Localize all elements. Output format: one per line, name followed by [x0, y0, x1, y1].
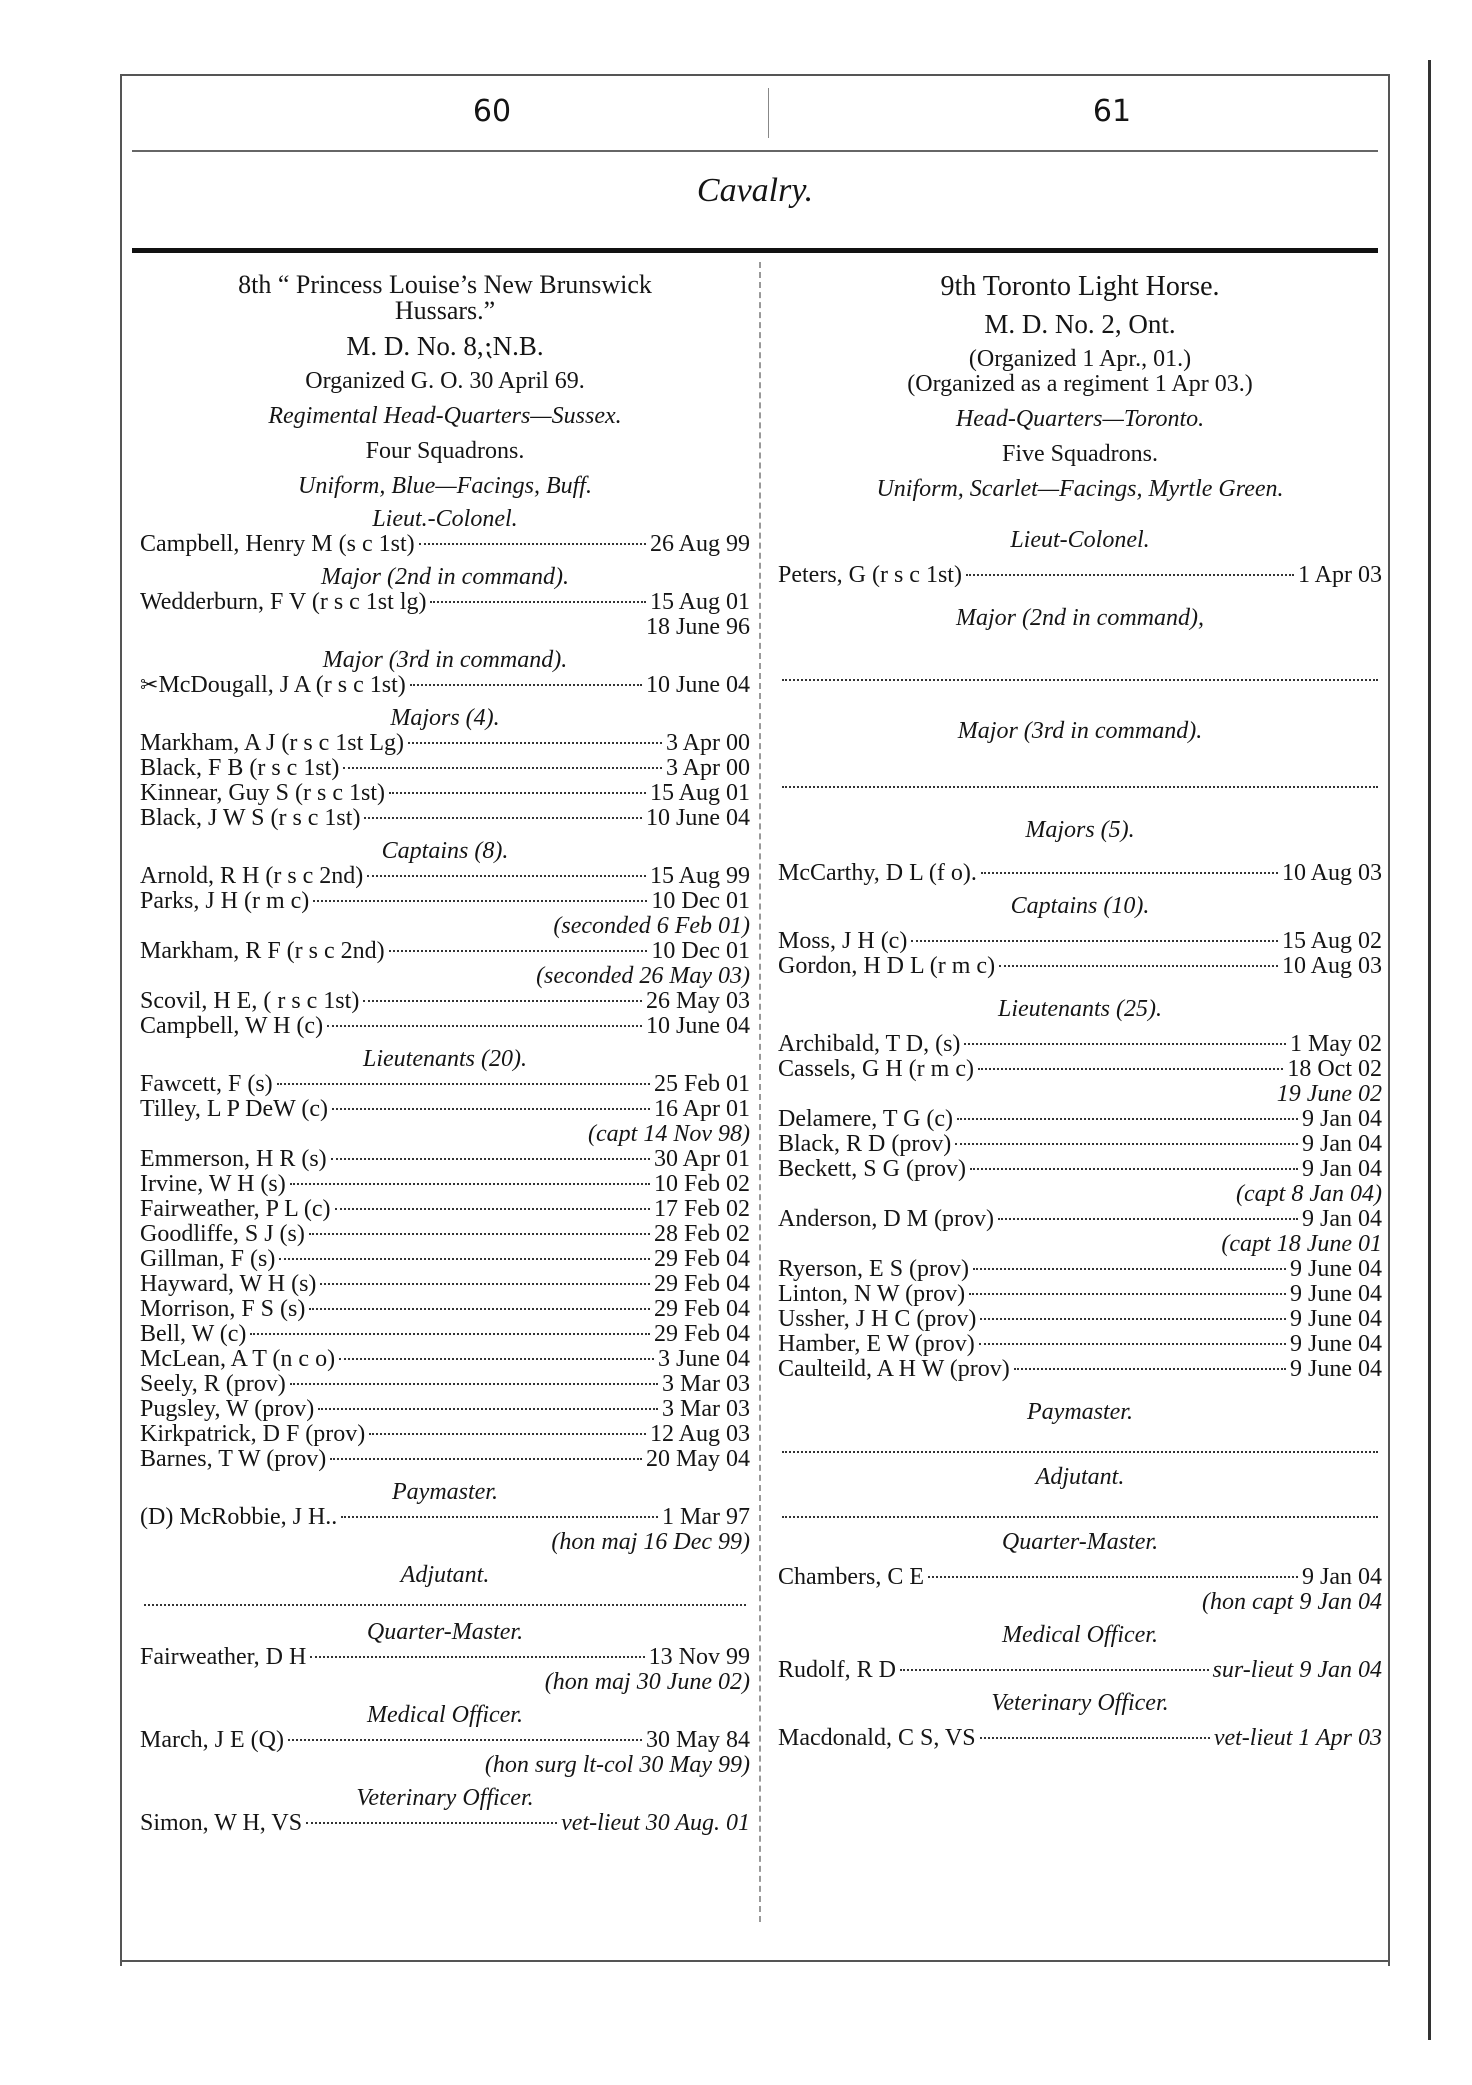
entry — [140, 1147, 750, 1172]
heading-majors: Majors (4). — [390, 705, 500, 731]
entry-name: Fairweather, D H — [140, 1644, 307, 1670]
entry-name: Campbell, W H (c) — [140, 1013, 324, 1039]
entry-name: Irvine, W H (s) — [140, 1171, 286, 1197]
entry-name: Peters, G (r s c 1st) — [778, 562, 962, 588]
regiment-title: 9th Toronto Light Horse. — [940, 271, 1220, 302]
heading-majors: Majors (5). — [1025, 817, 1135, 843]
entry-date: 30 Apr 01 — [654, 1146, 750, 1172]
entry-name: Archibald, T D, (s) — [778, 1031, 961, 1057]
entry-name: Black, J W S (r s c 1st) — [140, 805, 361, 831]
heading-captains: Captains (10). — [1010, 893, 1150, 919]
entry — [778, 1132, 1382, 1157]
entry-name: Moss, J H (c) — [778, 928, 908, 954]
heading-major-2nd: Major (2nd in command). — [321, 564, 569, 590]
heading-captains: Captains (8). — [381, 838, 509, 864]
entry-name: Rudolf, R D — [778, 1657, 897, 1683]
entry — [140, 1272, 750, 1297]
entry-date: 9 Jan 04 — [1302, 1106, 1382, 1132]
uniform-text: Uniform, Scarlet—Facings, Myrtle Green. — [876, 476, 1284, 502]
entry — [778, 1307, 1382, 1332]
header-divider — [768, 88, 769, 138]
entry — [778, 1032, 1382, 1057]
entry-note: (capt 14 Nov 98) — [588, 1121, 750, 1147]
entry — [140, 1172, 750, 1197]
entry — [778, 1057, 1382, 1082]
entry-name: Black, R D (prov) — [778, 1131, 952, 1157]
left-column — [140, 272, 750, 1836]
right-column — [778, 272, 1382, 1751]
entry-date: 9 June 04 — [1290, 1356, 1382, 1382]
squadrons-text: Four Squadrons. — [365, 438, 525, 464]
entry — [140, 532, 750, 557]
entry-date: 10 June 04 — [646, 1013, 750, 1039]
entry-date: 9 June 04 — [1290, 1281, 1382, 1307]
heading-paymaster: Paymaster. — [392, 1479, 498, 1505]
majors-list — [140, 731, 750, 831]
entry-date: 10 Feb 02 — [654, 1171, 750, 1197]
entry-note: (seconded 6 Feb 01) — [553, 913, 750, 939]
heading-quarter-master: Quarter-Master. — [366, 1619, 524, 1645]
entry-note: (hon maj 30 June 02) — [544, 1669, 750, 1695]
entry — [140, 1447, 750, 1472]
entry-name: Ussher, J H C (prov) — [778, 1306, 977, 1332]
entry-date: 1 Apr 03 — [1298, 562, 1382, 588]
entry-name: Bell, W (c) — [140, 1321, 247, 1347]
entry — [140, 1322, 750, 1347]
entry — [778, 861, 1382, 886]
heading-lieutenants: Lieutenants (20). — [363, 1046, 527, 1072]
entry-date: 9 June 04 — [1290, 1306, 1382, 1332]
entry-note: (capt 18 June 01 — [1221, 1231, 1382, 1257]
heading-major-2nd: Major (2nd in command), — [956, 605, 1204, 631]
heading-veterinary-officer: Veterinary Officer. — [991, 1690, 1169, 1716]
entry-note: (hon maj 16 Dec 99) — [551, 1529, 750, 1555]
heading-adjutant: Adjutant. — [400, 1562, 490, 1588]
heading-lieutenants: Lieutenants (25). — [998, 996, 1162, 1022]
entry-name: Hayward, W H (s) — [140, 1271, 317, 1297]
uniform-text: Uniform, Blue—Facings, Buff. — [298, 473, 592, 499]
entry-name: McLean, A T (n c o) — [140, 1346, 336, 1372]
entry — [140, 1247, 750, 1272]
entry-name: Markham, A J (r s c 1st Lg) — [140, 730, 404, 756]
entry-note: (capt 8 Jan 04) — [1236, 1181, 1382, 1207]
page-header — [132, 76, 1378, 152]
entry — [778, 1357, 1382, 1382]
entry — [778, 1726, 1382, 1751]
entry-date: 3 Apr 00 — [666, 730, 750, 756]
regiment-title-line1: 8th “ Princess Louise’s New Brunswick — [238, 270, 652, 299]
entry-note: (hon capt 9 Jan 04 — [1202, 1589, 1382, 1615]
heading-medical-officer: Medical Officer. — [367, 1702, 523, 1728]
entry-date: vet-lieut 30 Aug. 01 — [561, 1810, 750, 1836]
entry-name: Kirkpatrick, D F (prov) — [140, 1421, 366, 1447]
organized-regiment-text: (Organized as a regiment 1 Apr 03.) — [907, 371, 1253, 397]
entry-name: Tilley, L P DeW (c) — [140, 1096, 328, 1122]
entry — [778, 1332, 1382, 1357]
entry — [140, 673, 750, 698]
entry — [778, 929, 1382, 954]
entry-name: Seely, R (prov) — [140, 1371, 286, 1397]
entry-date: 1 May 02 — [1290, 1031, 1382, 1057]
entry-name: Fairweather, P L (c) — [140, 1196, 331, 1222]
entry-name: March, J E (Q) — [140, 1727, 284, 1753]
entry-name: McDougall, J A (r s c 1st) — [158, 672, 406, 698]
entry — [140, 1014, 750, 1039]
entry — [140, 1347, 750, 1372]
entry — [778, 1107, 1382, 1132]
entry — [140, 1197, 750, 1222]
section-rule — [132, 248, 1378, 253]
entry-date: 20 May 04 — [646, 1446, 750, 1472]
page-edge-line — [1428, 60, 1431, 2040]
regiment-title-line2: Hussars.” — [394, 296, 496, 325]
entry-name: Kinnear, Guy S (r s c 1st) — [140, 780, 385, 806]
entry — [140, 1072, 750, 1097]
heading-lieut-colonel: Lieut-Colonel. — [1010, 527, 1150, 553]
column-divider — [759, 262, 761, 1922]
entry-date: 15 Aug 01 — [649, 589, 750, 615]
squadrons-text: Five Squadrons. — [1002, 441, 1158, 467]
entry-date: vet-lieut 1 Apr 03 — [1213, 1725, 1382, 1751]
heading-paymaster: Paymaster. — [1027, 1399, 1133, 1425]
entry — [140, 1422, 750, 1447]
entry — [140, 731, 750, 756]
heading-quarter-master: Quarter-Master. — [1001, 1529, 1159, 1555]
entry-date: 26 Aug 99 — [649, 531, 750, 557]
entry-date: 29 Feb 04 — [654, 1296, 750, 1322]
bottom-rule — [122, 1960, 1388, 1962]
entry — [140, 1505, 750, 1530]
headquarters-text: Regimental Head-Quarters—Sussex. — [268, 403, 622, 429]
entry-name: Pugsley, W (prov) — [140, 1396, 315, 1422]
entry-name: Markham, R F (r s c 2nd) — [140, 938, 385, 964]
entry-name: Morrison, F S (s) — [140, 1296, 306, 1322]
entry-note: 18 June 96 — [646, 614, 750, 640]
section-title: Cavalry. — [696, 172, 814, 209]
entry-date: 29 Feb 04 — [654, 1246, 750, 1272]
entry-name: Fawcett, F (s) — [140, 1071, 273, 1097]
entry-name: Campbell, Henry M (s c 1st) — [140, 531, 415, 557]
entry-date: 1 Mar 97 — [662, 1504, 750, 1530]
right-page-number: 61 — [1092, 94, 1132, 129]
entry-date: 10 June 04 — [646, 672, 750, 698]
entry-date: 16 Apr 01 — [654, 1096, 750, 1122]
entry-date: 10 Dec 01 — [651, 888, 750, 914]
entry-date: 25 Feb 01 — [654, 1071, 750, 1097]
military-district: M. D. No. 8,⁏N.B. — [346, 331, 544, 361]
entry-date: 9 Jan 04 — [1302, 1131, 1382, 1157]
entry-date: 9 Jan 04 — [1302, 1156, 1382, 1182]
entry-date: 18 Oct 02 — [1287, 1056, 1382, 1082]
entry-name: Chambers, C E — [778, 1564, 924, 1590]
entry — [778, 1157, 1382, 1182]
entry-name: Parks, J H (r m c) — [140, 888, 310, 914]
entry — [778, 1282, 1382, 1307]
entry-name: Scovil, H E, ( r s c 1st) — [140, 988, 360, 1014]
entry — [140, 806, 750, 831]
entry-name: Delamere, T G (c) — [778, 1106, 954, 1132]
entry-date: 17 Feb 02 — [654, 1196, 750, 1222]
entry-date: 9 Jan 04 — [1302, 1206, 1382, 1232]
document-page — [120, 74, 1390, 1966]
majors-list — [778, 861, 1382, 886]
heading-medical-officer: Medical Officer. — [1002, 1622, 1158, 1648]
scissors-icon: ✂ — [140, 673, 159, 698]
entry-date: 15 Aug 02 — [1281, 928, 1382, 954]
entry-name: Arnold, R H (r s c 2nd) — [140, 863, 364, 889]
entry-name: (D) McRobbie, J H.. — [140, 1504, 338, 1530]
military-district: M. D. No. 2, Ont. — [984, 309, 1176, 339]
entry-name: Linton, N W (prov) — [778, 1281, 966, 1307]
entry-note: 19 June 02 — [1276, 1081, 1382, 1107]
entry-date: 30 May 84 — [646, 1727, 750, 1753]
heading-veterinary-officer: Veterinary Officer. — [356, 1785, 534, 1811]
captains-list — [140, 864, 750, 1039]
captains-list — [778, 929, 1382, 979]
entry — [778, 563, 1382, 588]
entry-name: Black, F B (r s c 1st) — [140, 755, 340, 781]
entry — [140, 1397, 750, 1422]
entry — [778, 1207, 1382, 1232]
heading-major-3rd: Major (3rd in command). — [322, 647, 568, 673]
entry-name: Emmerson, H R (s) — [140, 1146, 327, 1172]
entry — [140, 1372, 750, 1397]
entry-name: Cassels, G H (r m c) — [778, 1056, 974, 1082]
vacant-line — [782, 784, 1378, 788]
entry-date: 29 Feb 04 — [654, 1271, 750, 1297]
entry — [778, 1257, 1382, 1282]
heading-lieut-colonel: Lieut.-Colonel. — [372, 506, 518, 532]
entry-date: 13 Nov 99 — [648, 1644, 750, 1670]
entry-date: 12 Aug 03 — [649, 1421, 750, 1447]
entry-date: 10 Aug 03 — [1281, 860, 1382, 886]
organized-text: Organized G. O. 30 April 69. — [305, 368, 585, 394]
entry-name: Barnes, T W (prov) — [140, 1446, 327, 1472]
entry-date: 10 Aug 03 — [1281, 953, 1382, 979]
entry-date: 26 May 03 — [646, 988, 750, 1014]
entry — [140, 989, 750, 1014]
lieutenants-list — [778, 1032, 1382, 1382]
vacant-line — [144, 1602, 746, 1606]
entry-note: (seconded 26 May 03) — [536, 963, 750, 989]
heading-major-3rd: Major (3rd in command). — [957, 718, 1203, 744]
entry-date: 28 Feb 02 — [654, 1221, 750, 1247]
entry — [778, 954, 1382, 979]
entry — [140, 1097, 750, 1122]
vacant-line — [782, 1514, 1378, 1518]
entry-date: 15 Aug 99 — [649, 863, 750, 889]
entry-date: 9 Jan 04 — [1302, 1564, 1382, 1590]
entry — [140, 864, 750, 889]
entry — [140, 1645, 750, 1670]
left-page-number: 60 — [472, 94, 512, 129]
heading-adjutant: Adjutant. — [1035, 1464, 1125, 1490]
entry-name: Gordon, H D L (r m c) — [778, 953, 996, 979]
entry-note: (hon surg lt-col 30 May 99) — [484, 1752, 750, 1778]
entry-name: Beckett, S G (prov) — [778, 1156, 966, 1182]
entry — [778, 1565, 1382, 1590]
entry — [140, 1297, 750, 1322]
entry — [778, 1658, 1382, 1683]
entry — [140, 1728, 750, 1753]
headquarters-text: Head-Quarters—Toronto. — [955, 406, 1205, 432]
entry — [140, 756, 750, 781]
entry-date: 29 Feb 04 — [654, 1321, 750, 1347]
entry — [140, 590, 750, 615]
entry-date: 3 Apr 00 — [666, 755, 750, 781]
entry-name: Simon, W H, VS — [140, 1810, 303, 1836]
lieutenants-list — [140, 1072, 750, 1472]
entry-date: 10 June 04 — [646, 805, 750, 831]
entry-name: Goodliffe, S J (s) — [140, 1221, 305, 1247]
vacant-line — [782, 1449, 1378, 1453]
entry — [140, 1222, 750, 1247]
entry-date: 10 Dec 01 — [651, 938, 750, 964]
entry-date: 15 Aug 01 — [649, 780, 750, 806]
entry — [140, 889, 750, 914]
entry-name: Hamber, E W (prov) — [778, 1331, 975, 1357]
vacant-line — [782, 677, 1378, 681]
entry-date: 3 Mar 03 — [662, 1396, 750, 1422]
entry-date: 3 June 04 — [658, 1346, 750, 1372]
entry — [140, 1811, 750, 1836]
entry-name: Macdonald, C S, VS — [778, 1725, 976, 1751]
entry-name: Wedderburn, F V (r s c 1st lg) — [140, 589, 427, 615]
organized-text: (Organized 1 Apr., 01.) — [968, 346, 1192, 372]
entry-date: 9 June 04 — [1290, 1331, 1382, 1357]
entry-date: 9 June 04 — [1290, 1256, 1382, 1282]
entry — [140, 781, 750, 806]
entry-name: McCarthy, D L (f o). — [778, 860, 977, 886]
entry-name: Gillman, F (s) — [140, 1246, 276, 1272]
entry-date: sur-lieut 9 Jan 04 — [1212, 1657, 1382, 1683]
entry-date: 3 Mar 03 — [662, 1371, 750, 1397]
entry — [140, 939, 750, 964]
entry-name: Anderson, D M (prov) — [778, 1206, 994, 1232]
entry-name: Caulteild, A H W (prov) — [778, 1356, 1010, 1382]
entry-name: Ryerson, E S (prov) — [778, 1256, 970, 1282]
